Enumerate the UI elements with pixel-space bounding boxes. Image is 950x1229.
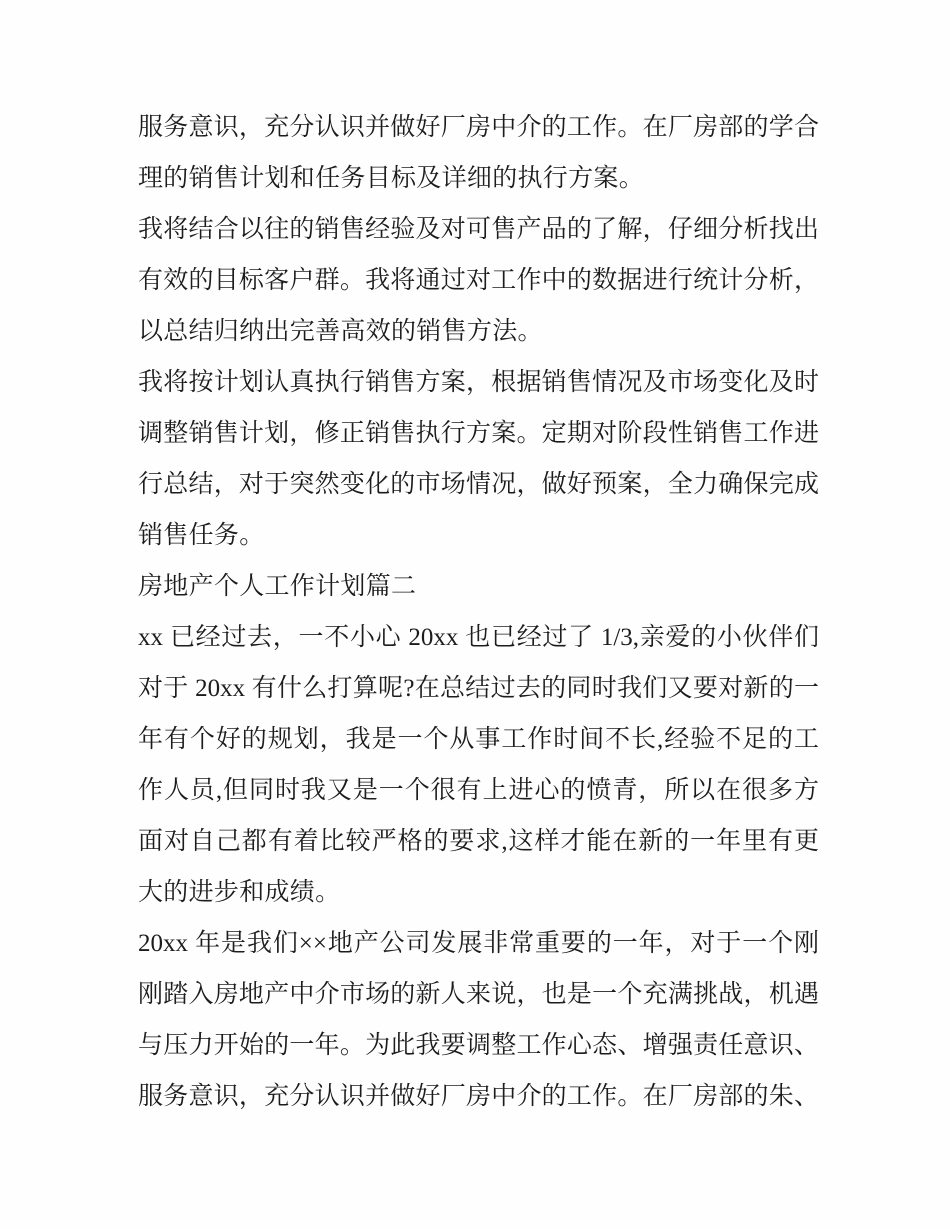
text-line: 20xx 年是我们××地产公司发展非常重要的一年，对于一个刚 (138, 930, 819, 957)
text-line: 房地产个人工作计划篇二 (138, 573, 417, 600)
text-line: 行总结，对于突然变化的市场情况，做好预案，全力确保完成 (138, 471, 819, 498)
text-line: 调整销售计划，修正销售执行方案。定期对阶段性销售工作进 (138, 420, 819, 447)
document-text (138, 102, 819, 1122)
text-line: 大的进步和成绩。 (138, 879, 341, 906)
text-line: 与压力开始的一年。为此我要调整工作心态、增强责任意识、 (138, 1032, 819, 1059)
text-line: 服务意识，充分认识并做好厂房中介的工作。在厂房部的学合 (138, 114, 819, 141)
text-line: 我将结合以往的销售经验及对可售产品的了解，仔细分析找出 (138, 216, 819, 243)
text-line: 作人员,但同时我又是一个很有上进心的愤青，所以在很多方 (138, 777, 819, 804)
text-line: 以总结归纳出完善高效的销售方法。 (138, 318, 543, 345)
text-line: 理的销售计划和任务目标及详细的执行方案。 (138, 165, 645, 192)
text-line: 我将按计划认真执行销售方案，根据销售情况及市场变化及时 (138, 369, 819, 396)
text-line: xx 已经过去，一不小心 20xx 也已经过了 1/3,亲爱的小伙伴们 (138, 624, 819, 651)
text-line: 对于 20xx 有什么打算呢?在总结过去的同时我们又要对新的一 (138, 675, 819, 702)
text-line: 面对自己都有着比较严格的要求,这样才能在新的一年里有更 (138, 828, 819, 855)
text-line: 销售任务。 (138, 522, 265, 549)
text-line: 年有个好的规划，我是一个从事工作时间不长,经验不足的工 (138, 726, 819, 753)
text-line: 刚踏入房地产中介市场的新人来说，也是一个充满挑战，机遇 (138, 981, 819, 1008)
text-line: 有效的目标客户群。我将通过对工作中的数据进行统计分析， (138, 267, 819, 294)
text-line: 服务意识，充分认识并做好厂房中介的工作。在厂房部的朱、 (138, 1083, 819, 1110)
